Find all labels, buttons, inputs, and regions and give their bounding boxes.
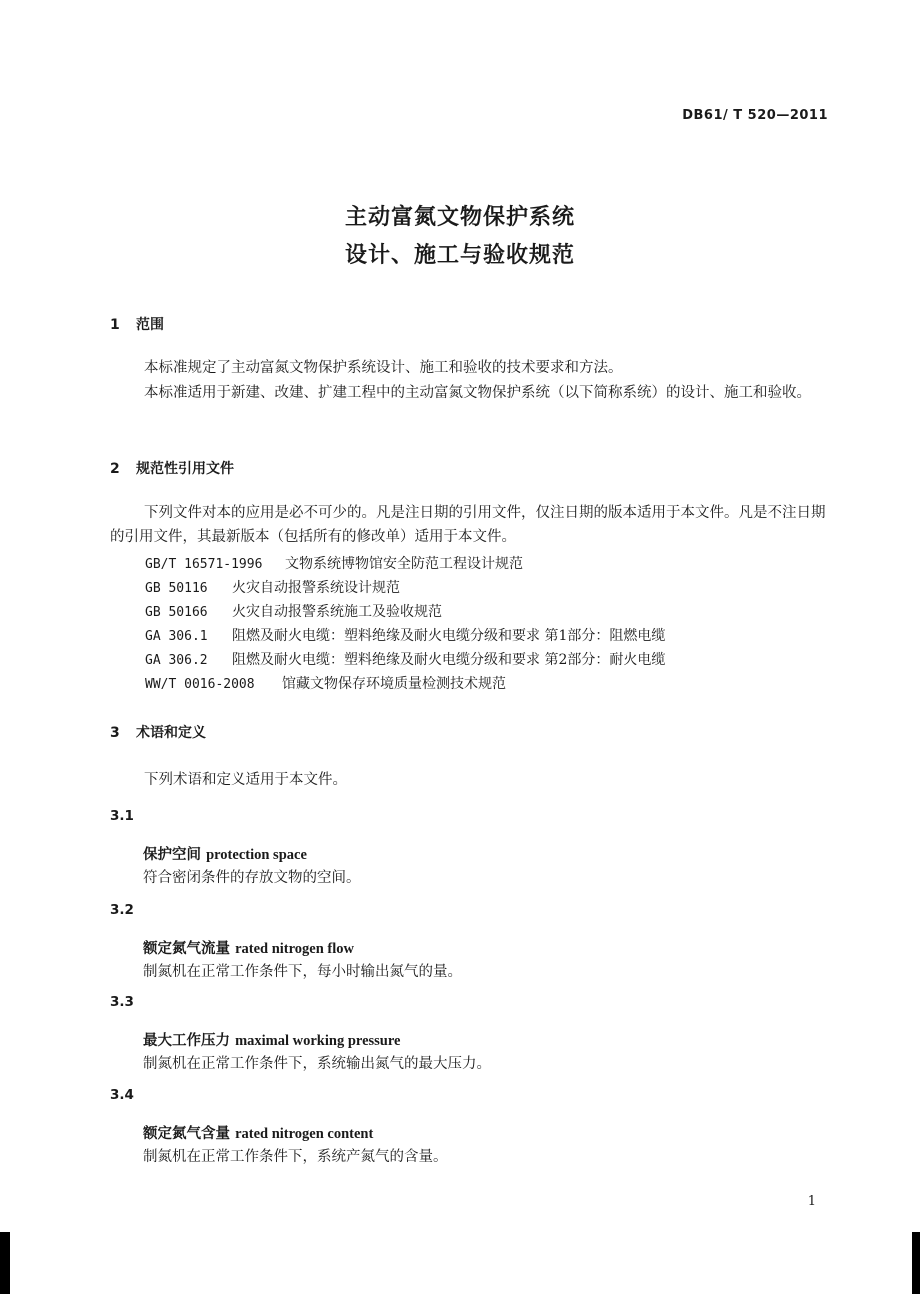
term-number: 3.3 <box>110 994 134 1010</box>
section-heading-terms <box>110 722 206 742</box>
scan-edge-right <box>912 1232 920 1294</box>
reference-item <box>145 673 506 693</box>
terms-intro: 下列术语和定义适用于本文件。 <box>144 772 347 788</box>
standard-code: DB61/ T 520—2011 <box>682 108 828 123</box>
document-title-line2: 设计、施工与验收规范 <box>344 243 575 268</box>
section-title: 范围 <box>136 317 164 333</box>
section-number: 3 <box>110 725 120 741</box>
term-en: rated nitrogen flow <box>235 941 355 957</box>
reference-item <box>145 577 400 597</box>
term-en: protection space <box>206 847 307 863</box>
term-heading <box>143 1029 400 1050</box>
term-definition: 符合密闭条件的存放文物的空间。 <box>143 870 361 886</box>
scan-edge-left <box>0 1232 10 1294</box>
reference-item <box>145 649 665 669</box>
section-title: 术语和定义 <box>136 725 206 741</box>
term-zh: 额定氮气含量 <box>143 1125 230 1142</box>
section-heading-references <box>110 458 234 478</box>
section-title: 规范性引用文件 <box>136 461 234 477</box>
term-number: 3.4 <box>110 1087 134 1103</box>
term-en: rated nitrogen content <box>235 1126 374 1142</box>
reference-item <box>145 553 523 573</box>
section-number: 2 <box>110 461 120 477</box>
term-definition: 制氮机在正常工作条件下，系统输出氮气的最大压力。 <box>143 1056 491 1072</box>
reference-title: 火灾自动报警系统施工及验收规范 <box>232 604 442 620</box>
term-zh: 额定氮气流量 <box>143 940 230 957</box>
term-zh: 最大工作压力 <box>143 1032 230 1049</box>
section-number: 1 <box>110 317 120 333</box>
reference-code: GB/T 16571-1996 <box>145 557 263 572</box>
reference-title: 馆藏文物保存环境质量检测技术规范 <box>282 676 506 692</box>
reference-code: GB 50116 <box>145 581 208 596</box>
reference-code: GA 306.2 <box>145 653 208 668</box>
reference-code: WW/T 0016-2008 <box>145 677 255 692</box>
section-heading-scope <box>110 314 164 334</box>
reference-item <box>145 625 665 645</box>
reference-title: 火灾自动报警系统设计规范 <box>232 580 400 596</box>
reference-title: 阻燃及耐火电缆：塑料绝缘及耐火电缆分级和要求 第1部分：阻燃电缆 <box>232 628 666 644</box>
references-intro: 下列文件对本的应用是必不可少的。凡是注日期的引用文件，仅注日期的版本适用于本文件。凡是不注日期的引用文件，其最新版本（包括所有的修改单）适用于本文件。 <box>110 505 826 545</box>
term-heading <box>143 1122 373 1143</box>
reference-code: GA 306.1 <box>145 629 208 644</box>
term-number: 3.2 <box>110 902 134 918</box>
scope-paragraph-1: 本标准规定了主动富氮文物保护系统设计、施工和验收的技术要求和方法。 <box>144 360 623 376</box>
page-number: 1 <box>807 1194 816 1209</box>
reference-title: 文物系统博物馆安全防范工程设计规范 <box>285 556 523 572</box>
term-definition: 制氮机在正常工作条件下，系统产氮气的含量。 <box>143 1149 448 1165</box>
document-title-line1: 主动富氮文物保护系统 <box>344 205 575 230</box>
scope-paragraph-2: 本标准适用于新建、改建、扩建工程中的主动富氮文物保护系统（以下简称系统）的设计、施工和验收。 <box>144 385 811 401</box>
term-heading <box>143 843 307 864</box>
reference-title: 阻燃及耐火电缆：塑料绝缘及耐火电缆分级和要求 第2部分：耐火电缆 <box>232 652 666 668</box>
term-en: maximal working pressure <box>235 1033 401 1049</box>
term-definition: 制氮机在正常工作条件下，每小时输出氮气的量。 <box>143 964 462 980</box>
term-zh: 保护空间 <box>143 846 201 863</box>
reference-code: GB 50166 <box>145 605 208 620</box>
term-number: 3.1 <box>110 808 134 824</box>
term-heading <box>143 937 354 958</box>
reference-item <box>145 601 442 621</box>
